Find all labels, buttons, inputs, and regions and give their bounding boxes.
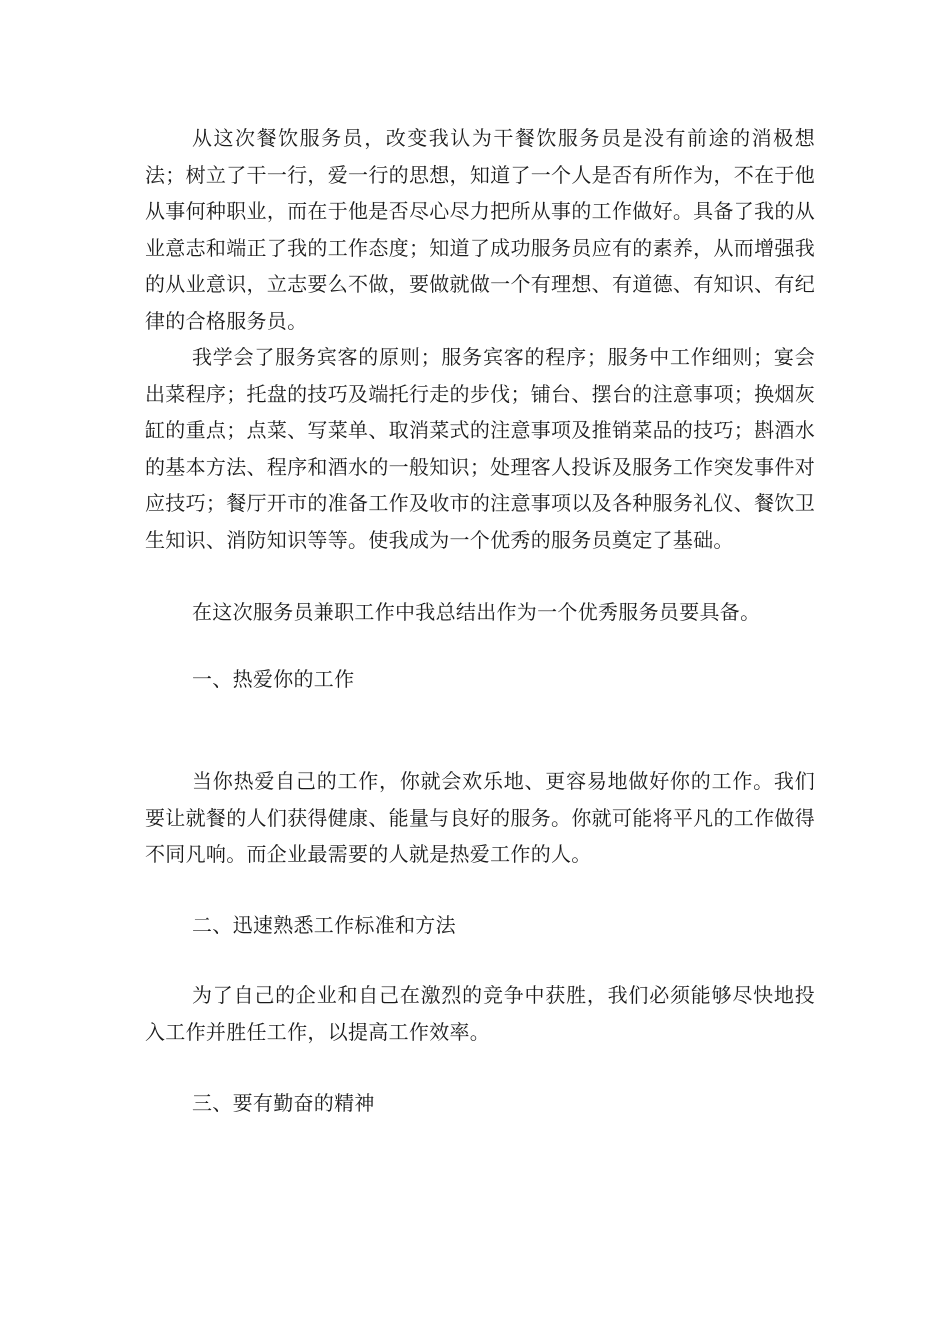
heading-diligence: 三、要有勤奋的精神 — [192, 1091, 375, 1115]
paragraph-career-attitude: 从这次餐饮服务员，改变我认为干餐饮服务员是没有前途的消极想法；树立了干一行，爱一行的思想，知道了一个人是否有所作为，不在于他从事何种职业，而在于他是否尽心尽力把所从事的工作做好。具备了我的从业意志和端正了我的工作态度；知道了成功服务员应有的素养，从而增强我的从业意识，立志要么不做，要做就做一个有理想、有道德、有知识、有纪律的合格服务员。 — [145, 126, 815, 333]
paragraph-summary-intro: 在这次服务员兼职工作中我总结出作为一个优秀服务员要具备。 — [192, 600, 761, 624]
paragraph-skills-learned: 我学会了服务宾客的原则；服务宾客的程序；服务中工作细则；宴会出菜程序；托盘的技巧及端托行走的步伐；铺台、摆台的注意事项；换烟灰缸的重点；点菜、写菜单、取消菜式的注意事项及推销菜品的技巧；斟酒水的基本方法、程序和酒水的一般知识；处理客人投诉及服务工作突发事件对应技巧；餐厅开市的准备工作及收市的注意事项以及各种服务礼仪、餐饮卫生知识、消防知识等等。使我成为一个优秀的服务员奠定了基础。 — [145, 345, 815, 552]
paragraph-love-your-work: 当你热爱自己的工作，你就会欢乐地、更容易地做好你的工作。我们要让就餐的人们获得健康、能量与良好的服务。你就可能将平凡的工作做得不同凡响。而企业最需要的人就是热爱工作的人。 — [145, 769, 815, 866]
heading-learn-standards: 二、迅速熟悉工作标准和方法 — [192, 913, 456, 937]
paragraph-learn-standards: 为了自己的企业和自己在激烈的竞争中获胜，我们必须能够尽快地投入工作并胜任工作，以提高工作效率。 — [145, 983, 815, 1044]
heading-love-your-work: 一、热爱你的工作 — [192, 667, 355, 691]
